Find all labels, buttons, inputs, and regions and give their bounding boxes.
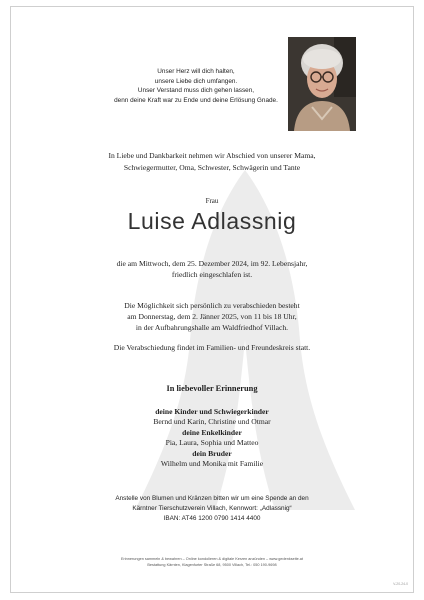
viewing-line: in der Aufbahrungshalle am Waldfriedhof Villach.	[135, 323, 289, 333]
poem-line: unsere Liebe dich umfangen.	[154, 77, 238, 85]
poem	[96, 67, 296, 105]
funeral-home-footer	[40, 557, 384, 568]
brother-heading: dein Bruder	[192, 448, 232, 458]
death-line: die am Mittwoch, dem 25. Dezember 2024, im 92. Lebensjahr,	[116, 259, 308, 268]
portrait-photo	[288, 37, 356, 131]
farewell-line: Die Verabschiedung findet im Familien- und Freundeskreis statt.	[113, 343, 311, 352]
intro-line: Schwiegermutter, Oma, Schwester, Schwägerin und Tante	[123, 163, 301, 172]
grandchildren-names: Pia, Laura, Sophia und Matteo	[165, 438, 259, 448]
praying-hands-watermark	[95, 150, 385, 530]
death-line: friedlich eingeschlafen ist.	[171, 270, 253, 280]
donation-line: IBAN: AT46 1200 0790 1414 4400	[163, 515, 261, 522]
deceased-name: Luise Adlassnig	[127, 208, 297, 234]
poem-line: Unser Verstand muss dich gehen lassen,	[137, 87, 255, 95]
children-names: Bernd und Karin, Christine und Otmar	[153, 417, 271, 427]
donation-line: Anstelle von Blumen und Kränzen bitten wir um eine Spende an den	[115, 495, 309, 502]
poem-line: Unser Herz will dich halten,	[157, 68, 235, 75]
farewell-info	[60, 342, 364, 353]
footer-line: Erinnerungen sammeln & bewahren – Online kondolieren & digitale Kerzen anzünden – www.gedenkseite.at	[121, 557, 303, 561]
print-code: V-20-24-0	[393, 582, 408, 586]
footer-line: Bestattung Kärnten, Klagenfurter Straße 68, 9500 Villach, Tel.: 050 190-9698	[147, 562, 277, 567]
brother-names: Wilhelm und Monika mit Familie	[160, 459, 264, 469]
intro-text	[60, 150, 364, 174]
poem-line: denn deine Kraft war zu Ende und deine Erlösung Gnade.	[114, 96, 278, 104]
viewing-line: am Donnerstag, dem 2. Jänner 2025, von 11 bis 18 Uhr,	[127, 312, 297, 322]
grandchildren-heading: deine Enkelkinder	[182, 427, 242, 437]
viewing-line: Die Möglichkeit sich persönlich zu verabschieden besteht	[124, 301, 300, 310]
honorific: Frau	[205, 197, 219, 205]
donation-request	[60, 494, 364, 524]
children-heading: deine Kinder und Schwiegerkinder	[155, 407, 269, 416]
death-notice	[60, 258, 364, 280]
viewing-info	[60, 300, 364, 334]
donation-line: Kärntner Tierschutzverein Villach, Kennwort: „Adlassnig“	[132, 505, 292, 512]
intro-line: In Liebe und Dankbarkeit nehmen wir Abschied von unserer Mama,	[108, 151, 316, 160]
family-list	[60, 407, 364, 469]
memory-heading: In liebevoller Erinnerung	[166, 384, 258, 393]
